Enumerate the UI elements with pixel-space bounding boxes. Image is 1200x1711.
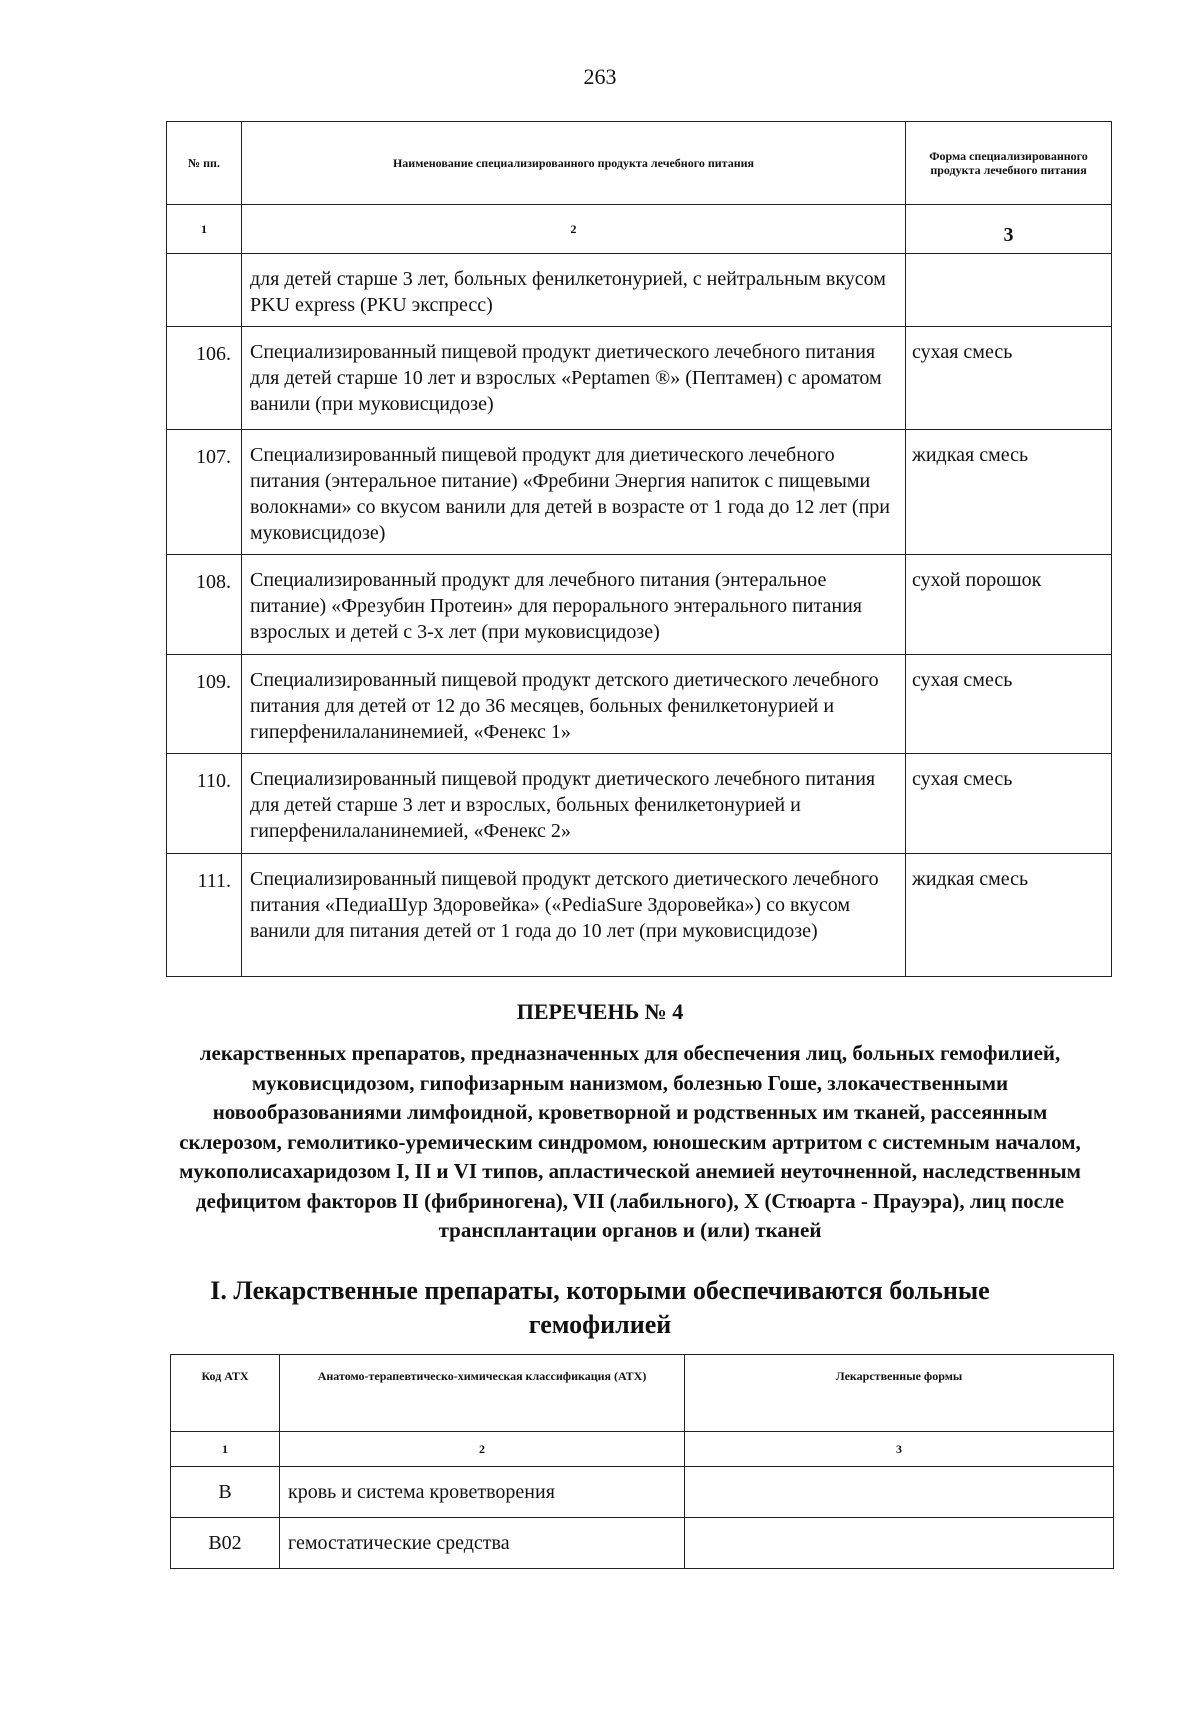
row-form: сухой порошок	[906, 555, 1112, 655]
table-row	[167, 754, 1112, 854]
table-header-row	[167, 122, 1112, 205]
table-row	[167, 430, 1112, 555]
header-code: Код АТХ	[171, 1355, 280, 1432]
header-form: Форма специализированного продукта лечебного питания	[906, 122, 1112, 205]
row-name: Специализированный пищевой продукт диетического лечебного питания для детей старше 3 лет и взрослых, больных фенилкетонурией и гиперфенилаланинемией, «Фенекс 2»	[242, 754, 906, 854]
atc-form	[685, 1518, 1114, 1569]
row-form	[906, 254, 1112, 327]
table-row	[167, 254, 1112, 327]
row-name: Специализированный пищевой продукт детского диетического лечебного питания для детей от 12 до 36 месяцев, больных фенилкетонурией и гиперфенилаланинемией, «Фенекс 1»	[242, 655, 906, 754]
atc-name: кровь и система кроветворения	[280, 1467, 685, 1518]
table-row	[171, 1518, 1114, 1569]
row-no: 106.	[167, 327, 242, 430]
row-name: Специализированный пищевой продукт диетического лечебного питания для детей старше 10 лет и взрослых «Peptamen ®» (Пептамен) с ароматом ванили (при муковисцидозе)	[242, 327, 906, 430]
row-name: Специализированный пищевой продукт детского диетического лечебного питания «ПедиаШур Здоровейка» («PediaSure Здоровейка») со вкусом ванили для питания детей от 1 года до 10 лет (при муковисцидозе)	[242, 854, 906, 977]
row-name: Специализированный пищевой продукт для диетического лечебного питания (энтеральное питание) «Фребини Энергия напиток с пищевыми волокнами» со вкусом ванили для детей в возрасте от 1 года до 12 лет (при муковисцидозе)	[242, 430, 906, 555]
table-row	[167, 327, 1112, 430]
page-number: 263	[583, 64, 617, 89]
row-form: сухая смесь	[906, 754, 1112, 854]
atc-table	[170, 1354, 1114, 1569]
row-form: сухая смесь	[906, 655, 1112, 754]
row-no: 110.	[167, 754, 242, 854]
row-form: жидкая смесь	[906, 854, 1112, 977]
col-number-3: 3	[906, 205, 1112, 254]
nutrition-products-table	[166, 121, 1112, 977]
table-row	[167, 655, 1112, 754]
header-classification: Анатомо-терапевтическо-химическая классификация (АТХ)	[280, 1355, 685, 1432]
row-name: для детей старше 3 лет, больных фенилкетонурией, с нейтральным вкусом PKU express (PKU экспресс)	[242, 254, 906, 327]
header-forms: Лекарственные формы	[685, 1355, 1114, 1432]
col-number-1: 1	[167, 205, 242, 254]
table-row	[167, 555, 1112, 655]
section-title: I. Лекарственные препараты, которыми обеспечиваются больные гемофилией	[210, 1276, 990, 1339]
col-number-3: 3	[685, 1432, 1114, 1467]
list-subtitle: лекарственных препаратов, предназначенных для обеспечения лиц, больных гемофилией, муковисцидозом, гипофизарным нанизмом, болезнью Гоше, злокачественными новообразованиями лимфоидной, кроветворной и родственных им тканей, рассеянным склерозом, гемолитико-уремическим синдромом, юношеским артритом с системным началом, мукополисахаридозом I, II и VI типов, апластической анемией неуточненной, наследственным дефицитом факторов II (фибриногена), VII (лабильного), X (Стюарта - Прауэра), лиц после трансплантации органов и (или) тканей	[179, 1041, 1081, 1242]
list-title: ПЕРЕЧЕНЬ № 4	[516, 999, 684, 1024]
row-no	[167, 254, 242, 327]
table-header-row	[171, 1355, 1114, 1432]
row-form: сухая смесь	[906, 327, 1112, 430]
row-form: жидкая смесь	[906, 430, 1112, 555]
column-number-row	[167, 205, 1112, 254]
table-row	[171, 1467, 1114, 1518]
row-no: 111.	[167, 854, 242, 977]
column-number-row	[171, 1432, 1114, 1467]
atc-code: B	[171, 1467, 280, 1518]
header-no: № пп.	[167, 122, 242, 205]
header-name: Наименование специализированного продукта лечебного питания	[242, 122, 906, 205]
table-row	[167, 854, 1112, 977]
row-no: 108.	[167, 555, 242, 655]
col-number-2: 2	[280, 1432, 685, 1467]
row-name: Специализированный продукт для лечебного питания (энтеральное питание) «Фрезубин Протеин» для перорального энтерального питания взрослых и детей с 3-х лет (при муковисцидозе)	[242, 555, 906, 655]
row-no: 107.	[167, 430, 242, 555]
atc-name: гемостатические средства	[280, 1518, 685, 1569]
row-no: 109.	[167, 655, 242, 754]
atc-form	[685, 1467, 1114, 1518]
col-number-2: 2	[242, 205, 906, 254]
col-number-1: 1	[171, 1432, 280, 1467]
atc-code: B02	[171, 1518, 280, 1569]
